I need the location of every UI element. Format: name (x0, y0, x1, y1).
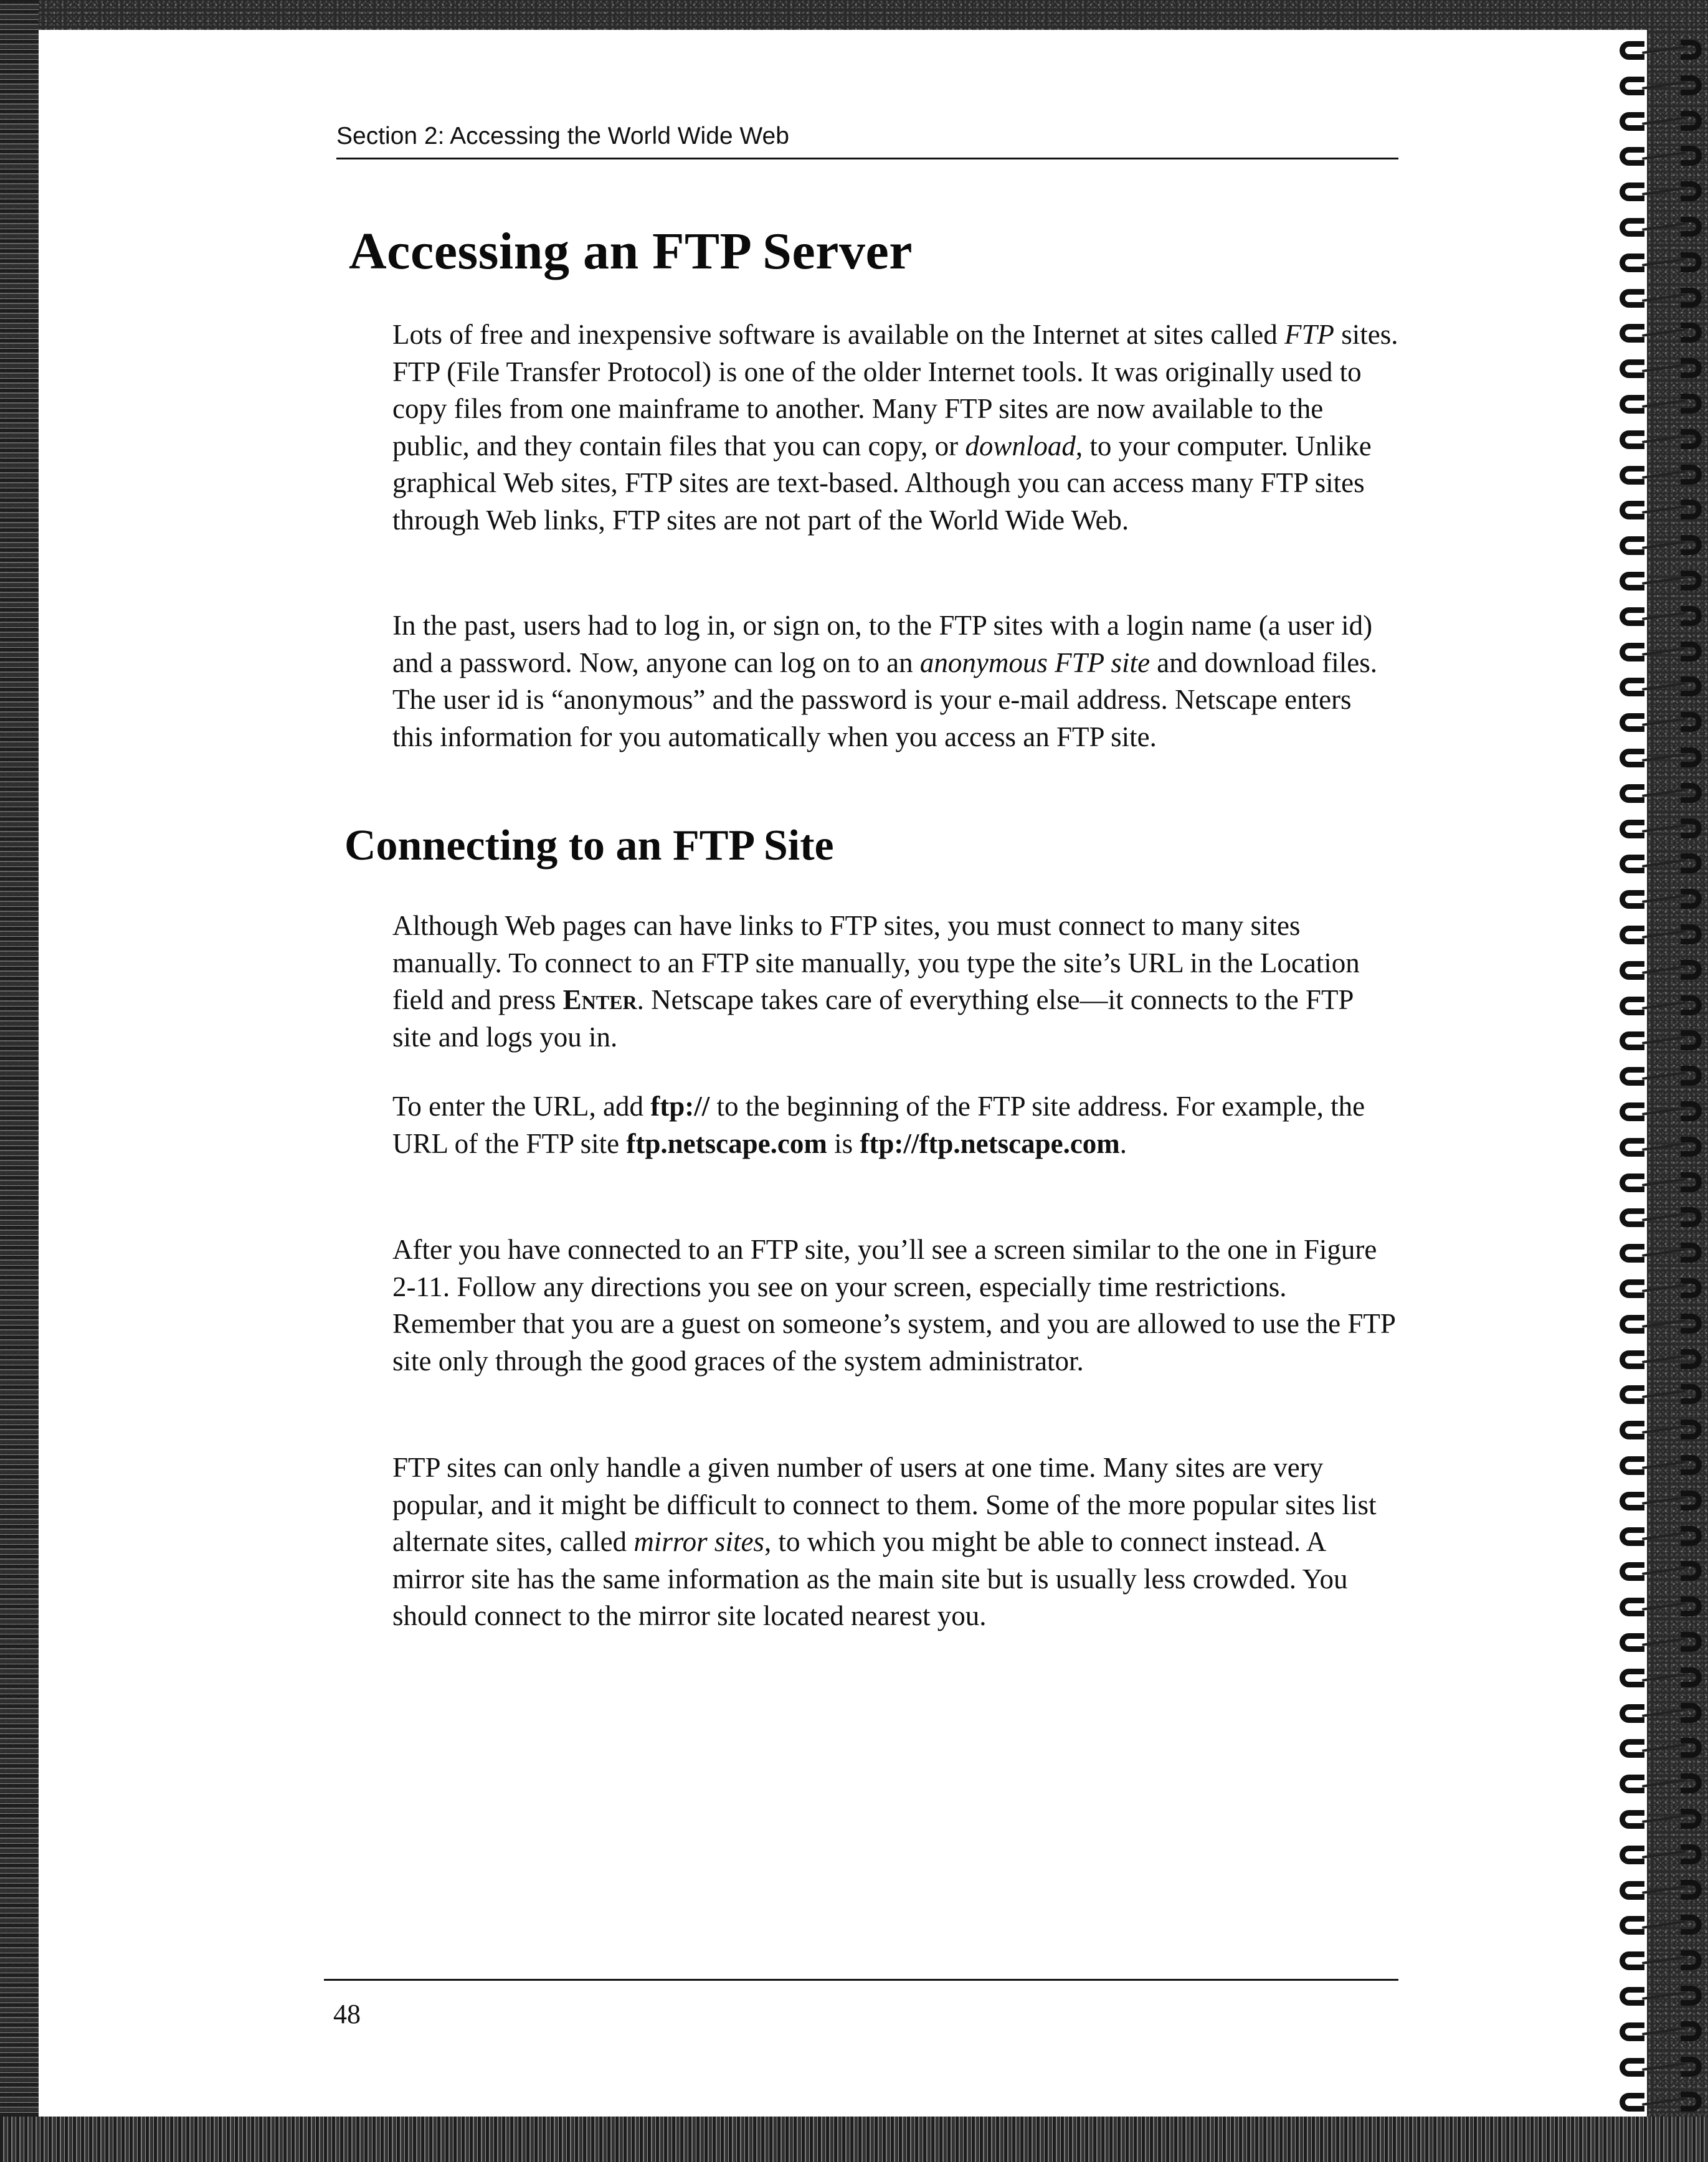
paragraph-connecting (392, 908, 1398, 1056)
text-run: To enter the URL, add (392, 1091, 651, 1122)
binding-coil (1620, 922, 1707, 948)
scan-background-left-edge (0, 0, 39, 2162)
binding-coil (1620, 1099, 1707, 1125)
binding-coil (1620, 639, 1707, 665)
binding-coil (1620, 1382, 1707, 1408)
binding-coil (1620, 604, 1707, 630)
binding-coil (1620, 462, 1707, 488)
binding-coil (1620, 1842, 1707, 1868)
italic-term: FTP (1284, 319, 1334, 350)
binding-coil (1620, 993, 1707, 1019)
binding-coil (1620, 1806, 1707, 1832)
binding-coil (1620, 1983, 1707, 2009)
binding-coil (1620, 1948, 1707, 1974)
binding-coil (1620, 1276, 1707, 1302)
binding-coil (1620, 1028, 1707, 1054)
italic-term: mirror sites (633, 1526, 764, 1557)
binding-coil (1620, 1063, 1707, 1089)
binding-coil (1620, 1594, 1707, 1620)
binding-coil (1620, 1665, 1707, 1691)
binding-coil (1620, 108, 1707, 135)
binding-coil (1620, 745, 1707, 771)
binding-coil (1620, 143, 1707, 169)
key-name: Enter (562, 984, 637, 1015)
running-head: Section 2: Accessing the World Wide Web (336, 123, 789, 149)
binding-coil (1620, 1877, 1707, 1904)
text-run: , to which you might be able to connect instead. A mirror site has the same information as the main site but is usually less crowded. You should connect to the mirror site located nearest you. (392, 1526, 1348, 1631)
binding-coil (1620, 780, 1707, 807)
paragraph-anonymous-ftp (392, 607, 1398, 756)
paragraph-entering-url (392, 1088, 1398, 1162)
binding-coil (1620, 1558, 1707, 1585)
binding-coil (1620, 1205, 1707, 1231)
italic-term: anonymous FTP site (919, 647, 1151, 678)
text-run: . (1119, 1127, 1127, 1159)
binding-coil (1620, 250, 1707, 276)
text-run: is (827, 1127, 860, 1159)
binding-coil (1620, 1347, 1707, 1373)
binding-coil (1620, 533, 1707, 559)
binding-coil (1620, 1735, 1707, 1761)
binding-coil (1620, 851, 1707, 877)
paragraph-intro (392, 316, 1398, 539)
bold-term: ftp.netscape.com (626, 1127, 827, 1159)
binding-coil (1620, 1170, 1707, 1196)
binding-coil (1620, 1311, 1707, 1337)
binding-coil (1620, 427, 1707, 453)
text-run: Although Web pages can have links to FTP sites, you must connect to many sites manually. To connect to an FTP site manually, you type the site’s URL in the Location field and press (392, 910, 1360, 1015)
binding-coil (1620, 73, 1707, 99)
binding-coil (1620, 179, 1707, 205)
text-run: Lots of free and inexpensive software is available on the Internet at sites called (392, 319, 1284, 350)
bold-term: ftp://ftp.netscape.com (860, 1127, 1120, 1159)
binding-coil (1620, 497, 1707, 523)
binding-coil (1620, 1629, 1707, 1656)
text-run: In the past, users had to log in, or sign on, to the FTP sites with a login name (a user id) and a password. Now, anyone can log on to an (392, 610, 1373, 678)
section-subheading: Connecting to an FTP Site (344, 822, 834, 870)
text-run: . Netscape takes care of everything else—it connects to the FTP site and logs you in. (392, 984, 1353, 1053)
binding-coil (1620, 214, 1707, 240)
header-rule (336, 158, 1398, 159)
text-run: FTP sites can only handle a given number of users at one time. Many sites are very popular, and it might be difficult to connect to them. Some of the more popular sites list alternate sites, called (392, 1452, 1377, 1557)
paragraph-mirror-sites (392, 1449, 1398, 1635)
binding-coil (1620, 1771, 1707, 1797)
binding-coil (1620, 1524, 1707, 1550)
binding-coil (1620, 2054, 1707, 2080)
binding-coil (1620, 391, 1707, 417)
text-run: to the beginning of the FTP site address. For example, the URL of the FTP site (392, 1091, 1365, 1159)
binding-coil (1620, 816, 1707, 842)
binding-coil (1620, 2089, 1707, 2115)
page-title: Accessing an FTP Server (349, 222, 913, 280)
binding-coil (1620, 886, 1707, 913)
text-run: After you have connected to an FTP site, you’ll see a screen similar to the one in Figure 2-11. Follow any directions you see on your screen, especially time restrictions. Remember that you are a guest on someone’s system, and you are allowed to use the FTP site only through the good graces of the system administrator. (392, 1234, 1395, 1377)
text-run: and download files. The user id is “anonymous” and the password is your e-mail address. Netscape enters this information for you automatically when you access an FTP site. (392, 647, 1377, 752)
spiral-binding (1615, 37, 1708, 2136)
binding-coil (1620, 1488, 1707, 1514)
text-run: , to your computer. Unlike graphical Web sites, FTP sites are text-based. Although you can access many FTP sites through Web links, FTP sites are not part of the World Wide Web. (392, 430, 1372, 536)
bold-term: ftp:// (650, 1091, 710, 1122)
scan-background-bottom-edge (0, 2117, 1708, 2162)
binding-coil (1620, 1912, 1707, 1938)
binding-coil (1620, 1240, 1707, 1266)
italic-term: download (965, 430, 1076, 462)
binding-coil (1620, 37, 1707, 64)
binding-coil (1620, 1134, 1707, 1160)
footer-rule (324, 1979, 1398, 1981)
binding-coil (1620, 2019, 1707, 2045)
page-number: 48 (333, 1999, 361, 2029)
binding-coil (1620, 709, 1707, 736)
binding-coil (1620, 285, 1707, 311)
binding-coil (1620, 957, 1707, 984)
binding-coil (1620, 1453, 1707, 1479)
binding-coil (1620, 568, 1707, 594)
binding-coil (1620, 1417, 1707, 1443)
binding-coil (1620, 1700, 1707, 1727)
binding-coil (1620, 674, 1707, 700)
paragraph-after-connecting (392, 1231, 1398, 1380)
binding-coil (1620, 356, 1707, 382)
text-run: sites. FTP (File Transfer Protocol) is one of the older Internet tools. It was originally used to copy files from one mainframe to another. Many FTP sites are now available to the public, and they contain files that you can copy, or (392, 319, 1398, 462)
binding-coil (1620, 320, 1707, 346)
